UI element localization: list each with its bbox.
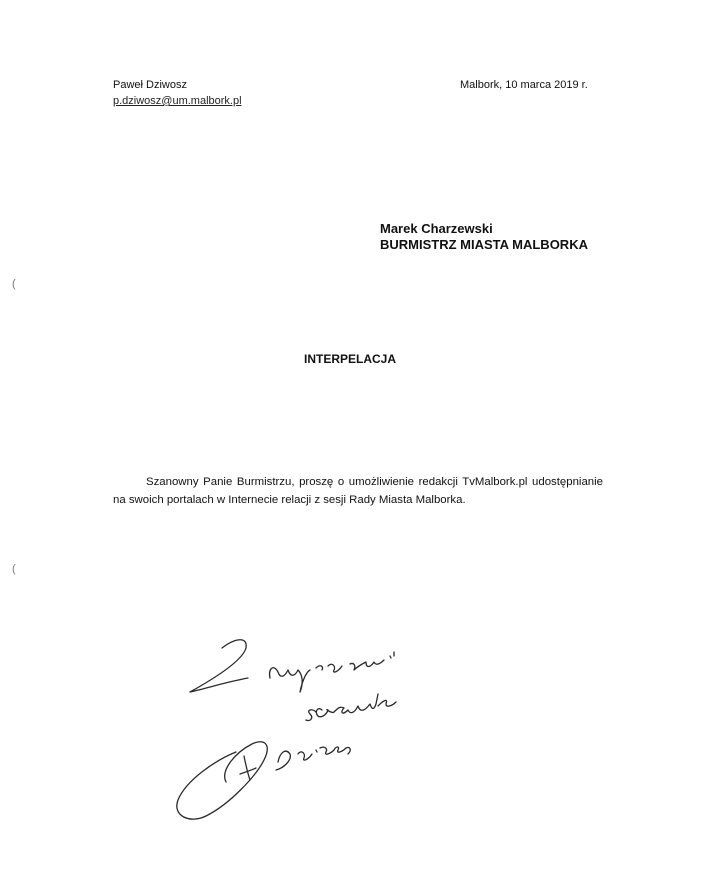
- signature-dziwosz: [276, 747, 350, 770]
- signature-oval: [177, 742, 267, 819]
- recipient-name: Marek Charzewski: [380, 221, 493, 236]
- sender-name: Paweł Dziwosz: [113, 79, 187, 91]
- handwritten-z: [190, 640, 248, 692]
- margin-mark: (: [12, 563, 16, 575]
- recipient-title: BURMISTRZ MIASTA MALBORKA: [380, 237, 588, 252]
- handwritten-szacunku: [306, 694, 396, 721]
- body-paragraph: Szanowny Panie Burmistrzu, proszę o umożliwienie redakcji TvMalbork.pl udostępnianie na swoich portalach w Internecie relacji z sesji Rady Miasta Malborka.: [113, 476, 603, 506]
- sender-email: p.dziwosz@um.malbork.pl: [113, 95, 242, 107]
- place-date: Malbork, 10 marca 2019 r.: [460, 79, 588, 91]
- margin-mark: (: [12, 278, 16, 290]
- handwritten-wyrazami: [270, 652, 394, 692]
- handwritten-signature: [160, 620, 430, 830]
- document-title: INTERPELACJA: [304, 352, 397, 366]
